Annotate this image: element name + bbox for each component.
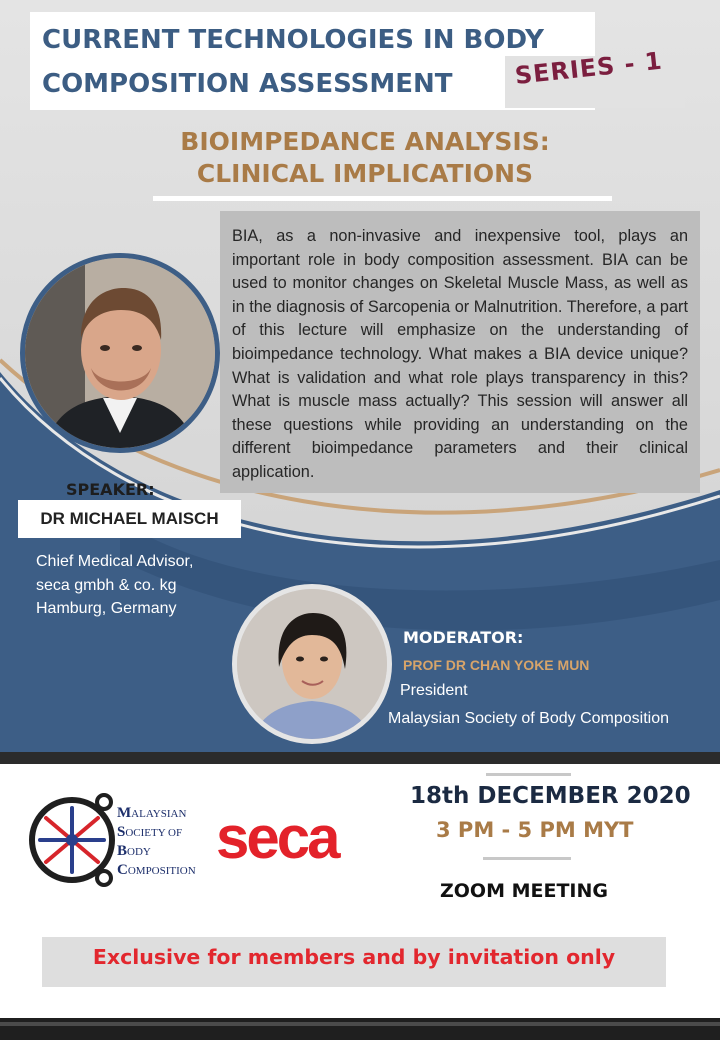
seca-logo: seca [216,804,338,871]
title-line-1: CURRENT TECHNOLOGIES IN BODY [42,25,544,55]
talk-title-line-2: CLINICAL IMPLICATIONS [196,159,534,188]
speaker-portrait-illustration [25,258,215,448]
abstract-text: BIA, as a non-invasive and inexpensive tool, plays an important role in body composition assessment. BIA can be used to monitor changes on Skeletal Muscle Mass, as well as in the diagnosis of Sarcopenia or Malnutrition. Therefore, a part of this lecture will emphasize on the understanding of bioimpedance technology. What makes a BIA device unique? What is validation and what role plays transparency in this? What is muscle mass actually? This session will answer all these questions while providing an understanding on the different bioimpedance parameters and their clinical application. [220,211,700,493]
subtitle-divider [153,196,612,201]
msbc-cap-c: C [117,862,128,878]
speaker-role-line-2: seca gmbh & co. kg [36,576,177,594]
event-venue: ZOOM MEETING [440,880,608,902]
date-top-rule [486,773,571,776]
moderator-title: President [400,682,468,699]
date-bottom-rule [483,857,571,860]
msbc-cap-s: S [117,824,126,840]
series-label: SERIES - 1 [513,46,664,90]
moderator-name: PROF DR CHAN YOKE MUN [403,657,590,673]
msbc-text-line-2: OCIETY OF [125,827,183,839]
talk-title-line-1: BIOIMPEDANCE ANALYSIS: [180,127,550,156]
msbc-cap-b: B [117,843,128,859]
event-time: 3 PM - 5 PM MYT [436,818,634,842]
title-line-2: COMPOSITION ASSESSMENT [42,69,453,99]
moderator-photo [232,584,392,744]
section-divider [0,752,720,764]
msbc-text-line-3: ODY [127,846,151,858]
event-date: 18th DECEMBER 2020 [410,783,691,809]
speaker-heading: SPEAKER: [66,480,155,499]
speaker-affiliation [36,550,193,621]
speaker-photo [20,253,220,453]
msbc-text-line-4: OMPOSITION [127,865,196,877]
msbc-logo-text [117,804,196,880]
moderator-heading: MODERATOR: [403,628,524,647]
exclusive-notice: Exclusive for members and by invitation only [92,945,616,969]
msbc-cap-m: M [117,805,132,821]
speaker-name: DR MICHAEL MAISCH [40,509,219,528]
footer-strip [0,1022,720,1026]
page-title [42,18,582,106]
moderator-organization: Malaysian Society of Body Composition [388,710,670,727]
speaker-role-line-3: Hamburg, Germany [36,600,177,617]
moderator-portrait-illustration [237,589,387,739]
talk-title [120,126,610,190]
msbc-text-line-1: ALAYSIAN [131,808,187,820]
msbc-logo-icon [24,788,124,888]
speaker-role-line-1: Chief Medical Advisor, [36,553,194,570]
